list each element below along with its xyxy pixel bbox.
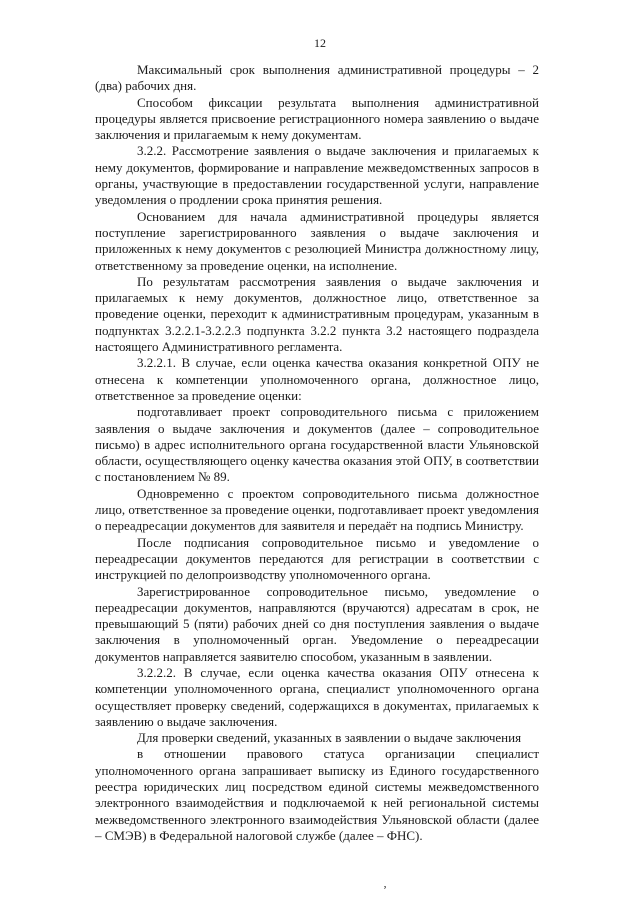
paragraph: Способом фиксации результата выполнения административной процедуры является присвоение регистрационного номера заявлению о выдаче заключения и прилагаемым к нему документам. <box>95 94 539 143</box>
body-text <box>95 62 539 844</box>
paragraph: Одновременно с проектом сопроводительного письма должностное лицо, ответственное за проведение оценки, подготавливает проект уведомления о переадресации документов для заявителя и передаёт на подпись Министру. <box>95 485 539 534</box>
footer-mark: ʼ <box>383 883 387 897</box>
paragraph: Основанием для начала административной процедуры является поступление зарегистрированного заявления о выдаче заключения и приложенных к нему документов с резолюцией Министра должностному лицу, ответственному за проведение оценки, на исполнение. <box>95 208 539 273</box>
paragraph: Зарегистрированное сопроводительное письмо, уведомление о переадресации документов, направляются (вручаются) адресатам в срок, не превышающий 5 (пяти) рабочих дней со дня поступления заявления о выдаче заключения в уполномоченный орган. Уведомление о переадресации документов направляется заявителю способом, указанным в заявлении. <box>95 583 539 664</box>
paragraph: 3.2.2. Рассмотрение заявления о выдаче заключения и прилагаемых к нему документов, формирование и направление межведомственных запросов в органы, участвующие в предоставлении государственной услуги, направление уведомления о продлении срока принятия решения. <box>95 143 539 208</box>
paragraph: в отношении правового статуса организации специалист уполномоченного органа запрашивает выписку из Единого государственного реестра юридических лиц посредством единой системы межведомственного электронного взаимодействия и подключаемой к ней региональной системы межведомственного электронного взаимодействия Ульяновской области (далее – СМЭВ) в Федеральной налоговой службе (далее – ФНС). <box>95 746 539 843</box>
paragraph: После подписания сопроводительное письмо и уведомление о переадресации документов передаются для регистрации в соответствии с инструкцией по делопроизводству уполномоченного органа. <box>95 534 539 583</box>
paragraph: подготавливает проект сопроводительного письма с приложением заявления о выдаче заключения и документов (далее – сопроводительное письмо) в адрес исполнительного органа государственной власти Ульяновской области, осуществляющего оценку качества оказания этой ОПУ, в соответствии с постановлением № 89. <box>95 404 539 485</box>
page-number: 12 <box>314 36 326 50</box>
paragraph: 3.2.2.2. В случае, если оценка качества оказания ОПУ отнесена к компетенции уполномоченного органа, специалист уполномоченного органа осуществляет проверку сведений, содержащихся в документах, прилагаемых к заявлению о выдаче заключения. <box>95 664 539 729</box>
paragraph: 3.2.2.1. В случае, если оценка качества оказания конкретной ОПУ не отнесена к компетенции уполномоченного органа, должностное лицо, ответственное за проведение оценки: <box>95 355 539 403</box>
paragraph: По результатам рассмотрения заявления о выдаче заключения и прилагаемых к нему документов, должностное лицо, ответственное за проведение оценки, переходит к административным процедурам, указанным в подпунктах 3.2.2.1-3.2.2.3 подпункта 3.2.2 пункта 3.2 настоящего подраздела настоящего Административного регламента. <box>95 273 539 355</box>
paragraph: Для проверки сведений, указанных в заявлении о выдаче заключения <box>137 730 522 746</box>
paragraph: Максимальный срок выполнения административной процедуры – 2 (два) рабочих дня. <box>95 62 539 94</box>
